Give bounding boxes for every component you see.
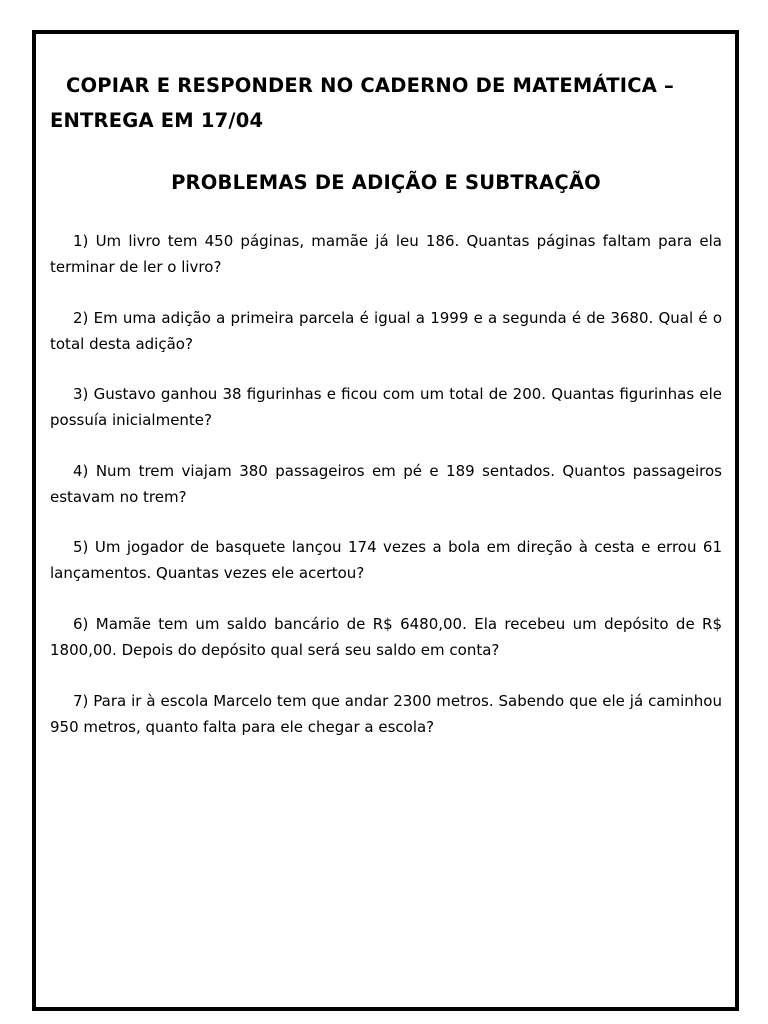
section-title: PROBLEMAS DE ADIÇÃO E SUBTRAÇÃO <box>171 171 601 194</box>
page-border-frame <box>32 30 739 1011</box>
problem-item-5: 5) Um jogador de basquete lançou 174 vezes a bola em direção à cesta e errou 61 lançamentos. Quantas vezes ele acertou? <box>50 538 722 583</box>
problem-item-6: 6) Mamãe tem um saldo bancário de R$ 6480,00. Ela recebeu um depósito de R$ 1800,00. Depois do depósito qual será seu saldo em conta? <box>50 614 722 659</box>
problem-item-2: 2) Em uma adição a primeira parcela é igual a 1999 e a segunda é de 3680. Qual é o total desta adição? <box>50 308 722 353</box>
problem-item-7: 7) Para ir à escola Marcelo tem que andar 2300 metros. Sabendo que ele já caminhou 950 metros, quanto falta para ele chegar a escola? <box>50 691 722 736</box>
problem-item-3: 3) Gustavo ganhou 38 figurinhas e ficou com um total de 200. Quantas figurinhas ele possuía inicialmente? <box>50 385 722 430</box>
problem-list <box>50 228 722 764</box>
assignment-heading <box>50 68 722 138</box>
problem-item-1: 1) Um livro tem 450 páginas, mamãe já leu 186. Quantas páginas faltam para ela terminar de ler o livro? <box>50 232 722 276</box>
assignment-heading-text: COPIAR E RESPONDER NO CADERNO DE MATEMÁTICA – ENTREGA EM 17/04 <box>50 74 674 132</box>
problem-item-4: 4) Num trem viajam 380 passageiros em pé e 189 sentados. Quantos passageiros estavam no trem? <box>50 461 722 506</box>
